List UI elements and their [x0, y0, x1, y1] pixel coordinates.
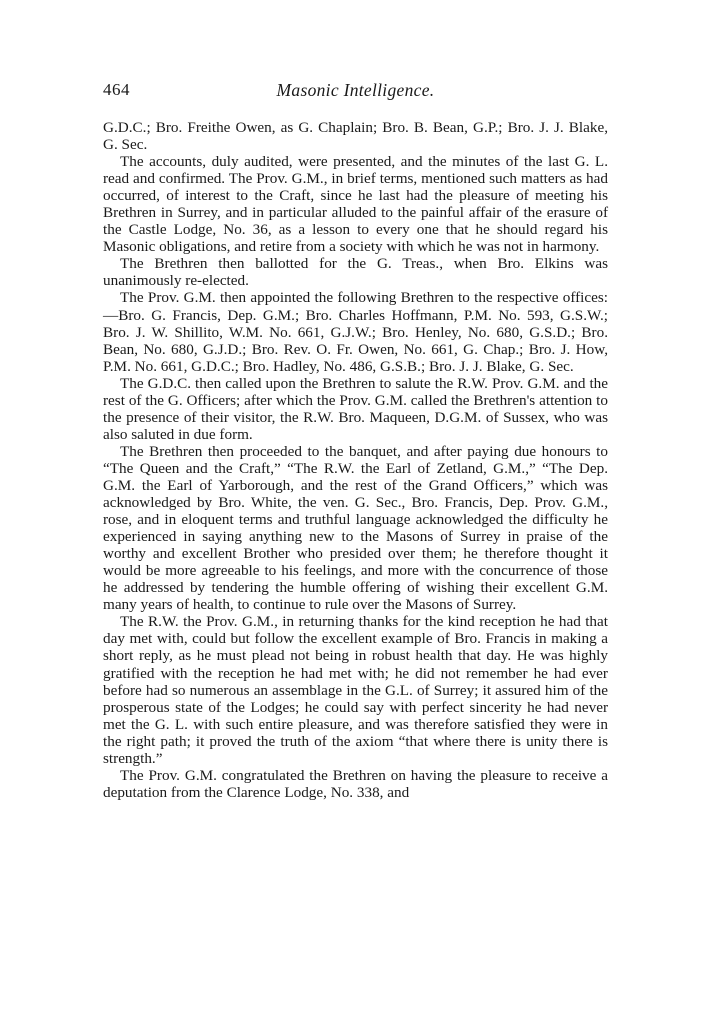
running-title: Masonic Intelligence.	[276, 80, 435, 100]
paragraph-continuation: G.D.C.; Bro. Freithe Owen, as G. Chaplain; Bro. B. Bean, G.P.; Bro. J. J. Blake, G. Sec.	[103, 119, 608, 154]
paragraph-salute: The G.D.C. then called upon the Brethren to salute the R.W. Prov. G.M. and the rest of the G. Officers; after which the Prov. G.M. called the Brethren's attention to the presence of their visitor, the R.W. Bro. Maqueen, D.G.M. of Sussex, who was also saluted in due form.	[103, 374, 608, 443]
page-number: 464	[103, 80, 130, 99]
page-header	[103, 80, 608, 106]
paragraph-banquet: The Brethren then proceeded to the banquet, and after paying due honours to “The Queen and the Craft,” “The R.W. the Earl of Zetland, G.M.,” “The Dep. G.M. the Earl of Yarborough, and the rest of the Grand Officers,” which was acknowledged by Bro. White, the ven. G. Sec., Bro. Francis, Dep. Prov. G.M., rose, and in eloquent terms and truthful language acknowledged the difficulty he experienced in saying anything new to the Masons of Surrey in praise of the worthy and excellent Brother who presided over them; he therefore thought it would be more agreeable to his feelings, and more with the concurrence of those he addressed by tendering the humble offering of wishing their excellent G.M. many years of health, to continue to rule over the Masons of Surrey.	[103, 442, 608, 614]
paragraph-ballot: The Brethren then ballotted for the G. Treas., when Bro. Elkins was unanimously re-elected.	[103, 255, 608, 290]
paragraph-accounts: The accounts, duly audited, were presented, and the minutes of the last G. L. read and confirmed. The Prov. G.M., in brief terms, mentioned such matters as had occurred, of interest to the Craft, since he last had the pleasure of meeting his Brethren in Surrey, and in particular alluded to the painful affair of the erasure of the Castle Lodge, No. 36, as a lesson to every one that he should regard his Masonic obligations, and retire from a society with which he was not in harmony.	[103, 153, 608, 256]
paragraph-appointments: The Prov. G.M. then appointed the following Brethren to the respective offices:—Bro. G. Francis, Dep. G.M.; Bro. Charles Hoffmann, P.M. No. 593, G.S.W.; Bro. J. W. Shillito, W.M. No. 661, G.J.W.; Bro. Henley, No. 680, G.S.D.; Bro. Bean, No. 680, G.J.D.; Bro. Rev. O. Fr. Owen, No. 661, G. Chap.; Bro. J. How, P.M. No. 661, G.D.C.; Bro. Hadley, No. 486, G.S.B.; Bro. J. J. Blake, G. Sec.	[103, 289, 608, 375]
paragraph-reply: The R.W. the Prov. G.M., in returning thanks for the kind reception he had that day met with, could but follow the excellent example of Bro. Francis in making a short reply, as he must plead not being in robust health that day. He was highly gratified with the reception he had met with; he did not remember he had ever before had so numerous an assemblage in the G.L. of Surrey; it assured him of the prosperous state of the Lodges; he could say with perfect sincerity he had never met the G. L. with such entire pleasure, and was therefore satisfied they were in the right path; it proved the truth of the axiom “that where there is unity there is strength.”	[103, 613, 608, 767]
paragraph-deputation: The Prov. G.M. congratulated the Brethren on having the pleasure to receive a deputation from the Clarence Lodge, No. 338, and	[103, 766, 608, 801]
body-text	[103, 119, 608, 801]
